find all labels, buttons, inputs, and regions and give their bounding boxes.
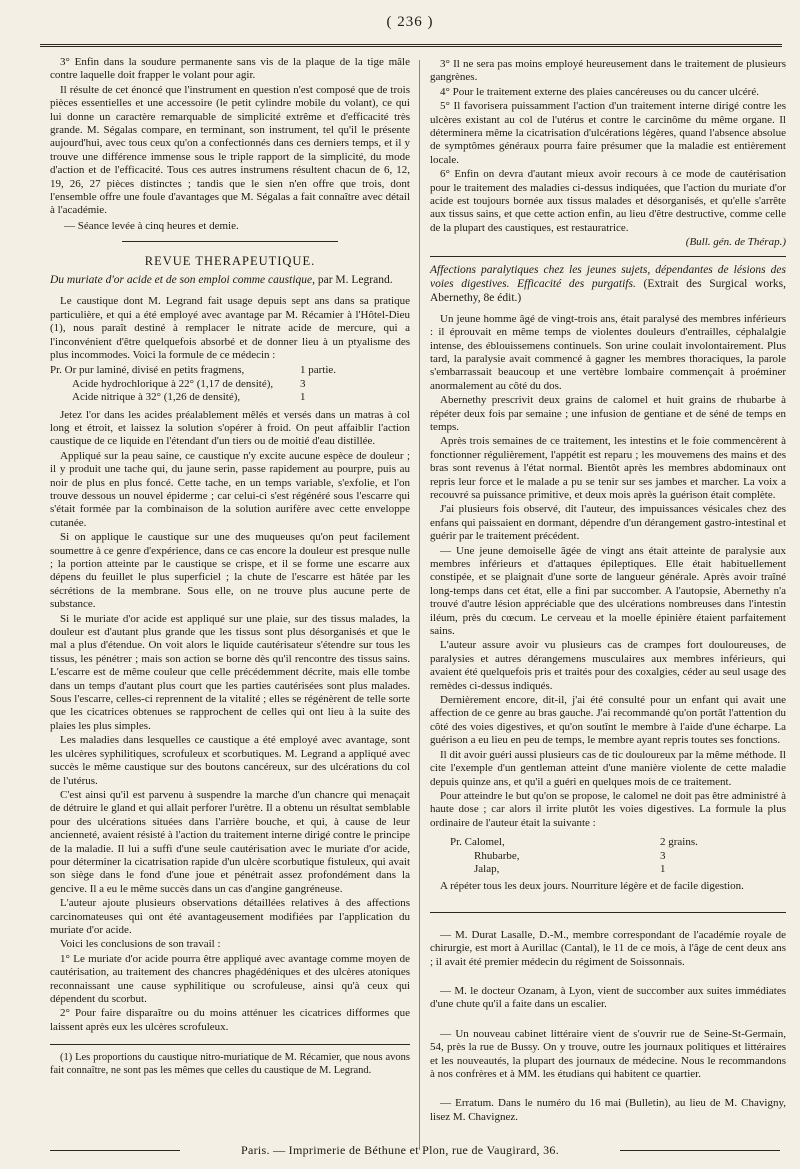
formula-row	[50, 391, 410, 404]
article-title-italic: Affections paralytiques chez les jeunes sujets, dépendantes de lésions des voies digestives. Efficacité des purgatifs.	[430, 263, 786, 290]
formula-quantity: 3	[660, 849, 666, 862]
formula-ingredient: Rhubarbe,	[474, 849, 520, 862]
paragraph: L'auteur assure avoir vu plusieurs cas de crampes fort douloureuses, de paralysies et autres dérangemens musculaires aux membres inférieurs, qui avaient été quelquefois pris et traités pour des coxalgies, céder au seul usage des remèdes ci-dessus indiqués.	[430, 639, 786, 692]
paragraph: Abernethy prescrivit deux grains de calomel et huit grains de rhubarbe à répéter deux fois par semaine ; une infusion de gentiane et de séné de temps en temps.	[430, 394, 786, 433]
footnote: (1) Les proportions du caustique nitro-muriatique de M. Récamier, que nous avons fait connaître, ne sont pas les mêmes que celles du caustique de M. Legrand.	[50, 1052, 410, 1077]
formula-ingredient: Acide hydrochlorique à 22° (1,17 de densité),	[72, 377, 274, 390]
erratum: — Erratum. Dans le numéro du 16 mai (Bulletin), au lieu de M. Chavigny, lisez M. Chavignez.	[430, 1097, 786, 1123]
imprint-rule-left	[50, 1150, 180, 1151]
paragraph: Le caustique dont M. Legrand fait usage depuis sept ans dans sa pratique particulière, et qui a été employé avec avantage par M. Récamier à l'Hôtel-Dieu (1), nous paraît destiné à remplacer le nitrate acide de mercure, qui a l'inconvénient d'être quelquefois absorbé et de donner lieu à un ptyalisme des plus incommodes. Voici la formule de ce médecin :	[50, 295, 410, 361]
formula-quantity: 1	[300, 391, 306, 404]
paragraph: 5° Il favorisera puissamment l'action d'un traitement interne dirigé contre les ulcères existant au col de l'utérus et contre le carcinôme du même organe. Il déterminera même la cicatrisation d'ulcérations légères, quand l'absence absolue de symptômes généraux pourra faire présumer que la maladie est entièrement locale.	[430, 100, 786, 166]
article-title-author: par M. Legrand.	[315, 274, 393, 287]
news-rule	[430, 912, 786, 913]
paragraph: Après trois semaines de ce traitement, les intestins et le foie commencèrent à fonctionner régulièrement, l'appétit est reparu ; les mouvemens des mains et des bras sont revenus à l'état normal. Bientôt après les membres abdominaux ont repris leur force et le malade a pu se tenir sur ses jambes et marcher. La voix a recouvré sa puissance primitive, et deux mois après la guérison était complète.	[430, 435, 786, 501]
article-title	[430, 263, 786, 305]
paragraph: C'est ainsi qu'il est parvenu à suspendre la marche d'un chancre qui menaçait de détruire le gland et qui allait perforer l'urètre. Il a obtenu un résultat semblable pour des ulcérations situées dans l'arrière bouche, et qui, à cause de leur ancienneté, avaient résisté à l'action du traitement interne dirigé contre le principe de la maladie. Il lui a suffi d'une seule cautérisation avec le muriate d'or acide, pour déterminer la cicatrisation rapide d'un ulcère scorbutique fistuleux, qui avait son siège dans le fond d'une joue et pénétrait assez profondément dans la gencive. Il a eu le même succès dans un cas d'angine gangréneuse.	[50, 788, 410, 895]
formula-row	[50, 378, 410, 391]
article-title	[50, 273, 410, 287]
formula-ingredient: Pr. Or pur laminé, divisé en petits fragmens,	[50, 364, 245, 377]
seance-closing: — Séance levée à cinq heures et demie.	[64, 219, 239, 232]
imprint-rule-right	[620, 1150, 780, 1151]
paragraph: 1° Le muriate d'or acide pourra être appliqué avec avantage comme moyen de cautérisation, au traitement des chancres phagédéniques et des ulcères atoniques reconnaissant une cause syphilitique ou scrofuleuse, ainsi qu'à ceux qui dépendent du scorbut.	[50, 952, 410, 1005]
paragraph: 4° Pour le traitement externe des plaies cancéreuses ou du cancer ulcéré.	[440, 85, 759, 98]
source-citation: (Bull. gén. de Thérap.)	[685, 236, 786, 249]
paragraph: Jetez l'or dans les acides préalablement mêlés et versés dans un matras à col long et étroit, et laissez la solution s'opérer à froid. On peut affaiblir l'action caustique de ce liquide en l'étendant d'un tiers ou de moitié d'eau distillée.	[50, 408, 410, 448]
paragraph: 6° Enfin on devra d'autant mieux avoir recours à ce mode de cautérisation pour le traitement des maladies ci-dessus indiquées, que l'action du muriate d'or acide est toujours bornée aux tissus malades et désorganisés, et qu'elle s'arrête aux tissus sains, et que cette action enfin, au lieu d'être destructive, comme celle de la plupart des caustiques, est restauratrice.	[430, 168, 786, 234]
gold-formula	[50, 364, 410, 404]
paragraph: 2° Pour faire disparaître ou du moins atténuer les cicatrices difformes que laissent après eux les ulcères scrofuleux.	[50, 1007, 410, 1033]
paragraph: L'auteur ajoute plusieurs observations détaillées relatives à des affections carcinomateuses qui ont été avantageusement modifiées par l'application du muriate d'or acide.	[50, 897, 410, 936]
paragraph: Il résulte de cet énoncé que l'instrument en question n'est composé que de trois pièces essentielles et une accessoire (le petit cylindre mobile du volant), ce qui lui donne un caractère remarquable de simplicité extrême et d'efficacité très grande. M. Ségalas compare, en terminant, son instrument, tel qu'il le présente aujourd'hui, avec tous ceux qu'on a confectionnés dans ces derniers temps, et il y trouve une différence immense sous le triple rapport de la simplicité, du mode d'action et de l'efficacité. Tous ces autres instrumens résultent chacun de 6, 12, 19, 26, 27 pièces distinctes ; tandis que le sien n'en offre que trois, dont l'ensemble offre une foule d'avantages que M. Ségalas a fait connaître avec détail à l'académie.	[50, 83, 410, 217]
paragraph: Un jeune homme âgé de vingt-trois ans, était paralysé des membres inférieurs : il éprouvait en même temps de violentes douleurs d'entrailles, céphalalgie intense, des éblouissemens continuels. Son urine coulait involontairement. Plus tard, la paralysie avait commencé à gagner les membres thoraciques, la parole s'embarrassait beaucoup et une vertèbre lombaire commençait à proéminer anormalement au côté du dos.	[430, 312, 786, 392]
left-column	[50, 56, 410, 1078]
top-double-rule	[40, 44, 782, 47]
paragraph: A répéter tous les deux jours. Nourriture légère et de facile digestion.	[440, 880, 744, 893]
paragraph: 3° Il ne sera pas moins employé heureusement dans le traitement de plusieurs gangrènes.	[430, 58, 786, 84]
article-title-source: (Extrait des Surgical works, Abernethy, 8e édit.)	[430, 277, 786, 304]
paragraph: Appliqué sur la peau saine, ce caustique n'y excite aucune espèce de douleur ; il y produit une tache qui, du jaune serin, passe rapidement au pourpre, puis au noir de plus en plus foncé. Cette tache, en un temps variable, s'exfolie, et l'on trouve dessous un nouvel épiderme ; car celui-ci s'est régénéré sous l'escarre qui s'était formée par la combinaison de la solution aurifère avec cette enveloppe cutanée.	[50, 449, 410, 529]
formula-row	[50, 364, 410, 377]
calomel-formula	[450, 836, 786, 876]
paragraph: Voici les conclusions de son travail :	[60, 938, 221, 951]
paragraph: Si on applique le caustique sur une des muqueuses qu'on peut facilement soumettre à ce genre d'expérience, dans ce cas encore la douleur est presque nulle ; la portion atteinte par le caustique se crispe, et il se forme une escarre aux dépens du feuillet le plus superficiel ; la chute de l'escarre est hâtée par les sécrétions de la membrane. Sous elle, on ne trouve plus aucune perte de substance.	[50, 531, 410, 611]
news-item: — M. le docteur Ozanam, à Lyon, vient de succomber aux suites immédiates d'une chute qu'il a faite dans un escalier.	[430, 984, 786, 1011]
paragraph: 3° Enfin dans la soudure permanente sans vis de la plaque de la tige mâle contre laquelle doit frapper le volant pour agir.	[50, 56, 410, 82]
section-rule	[122, 241, 338, 242]
paragraph: Les maladies dans lesquelles ce caustique a été employé avec avantage, sont les ulcères syphilitiques, scrofuleux et scorbutiques. M. Legrand a appliqué avec succès le même caustique sur des boutons cancéreux, sur des ulcérations du col de l'utérus.	[50, 734, 410, 787]
formula-row	[450, 850, 786, 863]
formula-row	[450, 863, 786, 876]
paragraph: — Une jeune demoiselle âgée de vingt ans était atteinte de paralysie aux membres inférieurs et d'attaques épileptiques. Elle était habituellement constipée, et se plaignait d'une sorte de langueur générale. Après avoir traîné long-temps dans cet état, elle a fini par succomber. A l'autopsie, Abernethy n'a trouvé d'autre lésion appréciable que des ulcérations nombreuses dans l'intestin iléum, près du cœcum. Le cerveau et la moelle épinière étaient parfaitement sains.	[430, 544, 786, 638]
paragraph: Il dit avoir guéri aussi plusieurs cas de tic douloureux par la même méthode. Il cite l'exemple d'un gentleman atteint d'une manière violente de cette maladie depuis quinze ans, et qu'il a guéri en quelques mois de ce traitement.	[430, 748, 786, 788]
printer-imprint: Paris. — Imprimerie de Béthune et Plon, rue de Vaugirard, 36.	[240, 1143, 559, 1157]
section-title: REVUE THERAPEUTIQUE.	[144, 254, 316, 269]
formula-ingredient: Jalap,	[474, 862, 500, 875]
paragraph: Si le muriate d'or acide est appliqué sur une plaie, sur des tissus malades, la douleur est d'autant plus grande que les tissus sont plus désorganisés et que le mal a plus d'étendue. On voit alors le liquide cautérisateur s'étendre sur tous les tissus, les pénétrer ; mais son action se borne dès qu'il rencontre des tissus sains. L'escarre est de même couleur que celle précédemment décrite, mais elle tombe dans un temps d'autant plus court que les parties cautérisées sont plus malades. Sous l'escarre, celles-ci reprennent de la vitalité ; elles se régénèrent de telle sorte que les cicatrices obtenues se rapprochent de celles qui ont lieu à la suite des plaies les plus simples.	[50, 612, 410, 732]
page-number: ( 236 )	[386, 14, 434, 30]
formula-quantity: 1 partie.	[300, 364, 337, 377]
formula-row	[450, 836, 786, 849]
article-title-italic: Du muriate d'or acide et de son emploi comme caustique,	[50, 274, 315, 287]
paragraph: J'ai plusieurs fois observé, dit l'auteur, des impuissances vésicales chez des enfans qui paissaient en dormant, dépendre d'un dérangement gastro-intestinal et guérir par le traitement précédent.	[430, 503, 786, 543]
formula-ingredient: Pr. Calomel,	[450, 836, 505, 849]
formula-ingredient: Acide nitrique à 32° (1,26 de densité),	[72, 391, 241, 404]
news-item: — M. Durat Lasalle, D.-M., membre correspondant de l'académie royale de chirurgie, est mort à Aurillac (Cantal), le 11 de ce mois, à l'âge de cent deux ans ; il avait été premier médecin du régiment de Soissonnais.	[430, 928, 786, 968]
news-item: — Un nouveau cabinet littéraire vient de s'ouvrir rue de Seine-St-Germain, 54, près la rue de Bussy. On y trouve, outre les journaux politiques et littéraires et les nouveautés, la plupart des journaux de médecine. Nous le recommandons à nos confrères et à MM. les étudians qui habitent ce quartier.	[430, 1027, 786, 1080]
formula-quantity: 2 grains.	[660, 836, 698, 849]
formula-quantity: 1	[660, 862, 666, 875]
footnote-rule	[50, 1044, 410, 1045]
paragraph: Dernièrement encore, dit-il, j'ai été consulté pour un enfant qui avait une affection de ce genre au bras gauche. J'ai recommandé qu'on portât l'attention du côté des voies digestives, et qu'on soutînt le membre à l'aide d'une écharpe. La guérison a eu lieu en peu de temps, le membre ayant repris toutes ses fonctions.	[430, 694, 786, 747]
right-column	[430, 58, 786, 1125]
paragraph: Pour atteindre le but qu'on se propose, le calomel ne doit pas être administré à haute dose ; car alors il irrite plutôt les voies digestives. La formule la plus ordinaire de l'auteur était la suivante :	[430, 789, 786, 829]
section-rule	[430, 256, 786, 257]
column-divider	[419, 60, 420, 1150]
formula-quantity: 3	[300, 377, 306, 390]
